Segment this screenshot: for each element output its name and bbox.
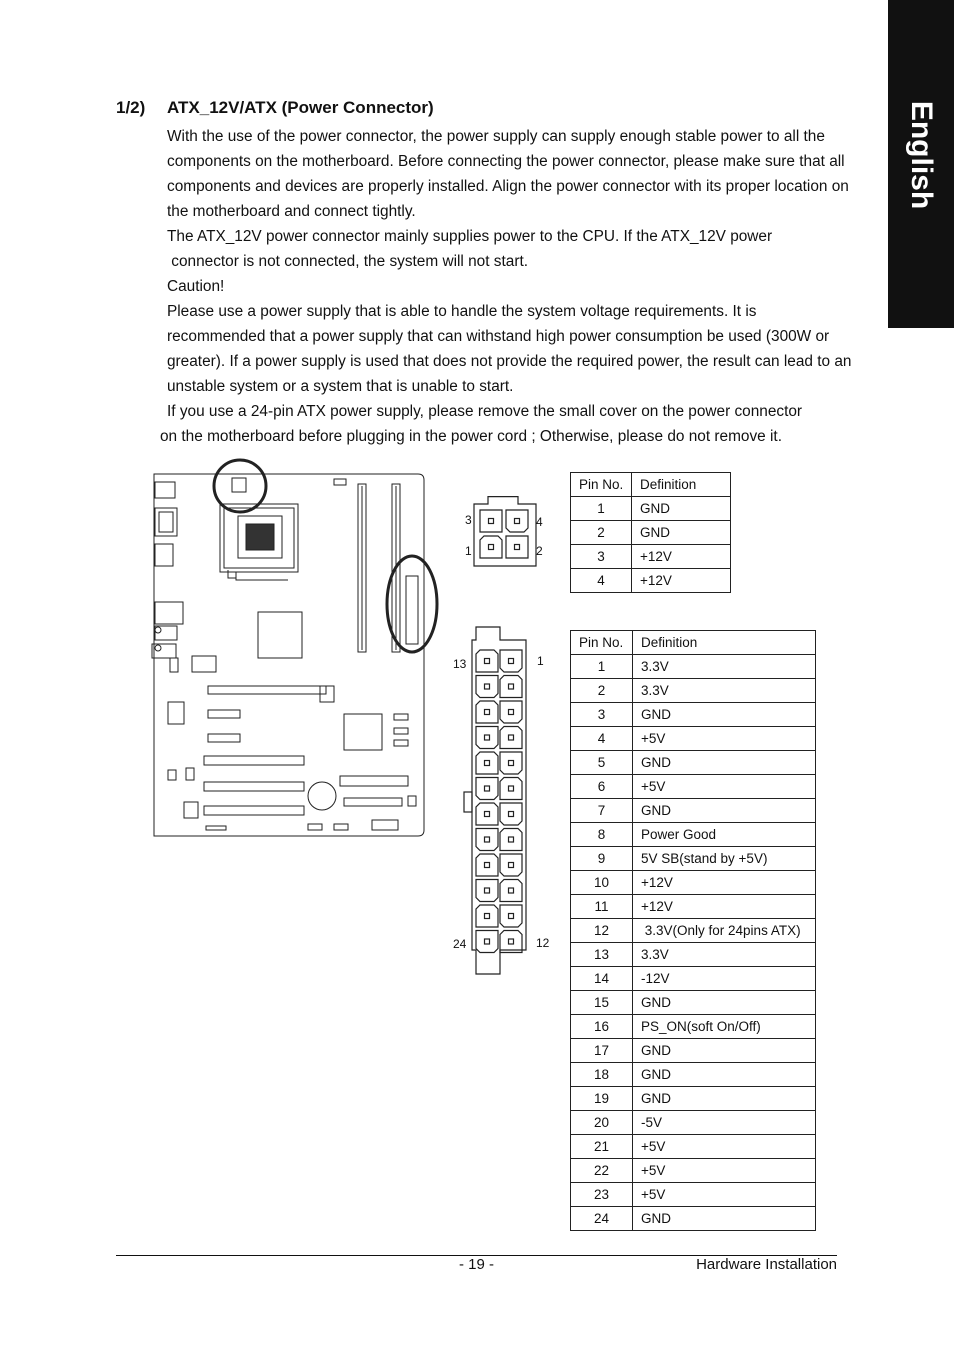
pin-definition-cell: +12V	[633, 871, 816, 895]
connector-pin	[500, 701, 522, 723]
table-row	[571, 727, 816, 751]
pin-number-cell: 16	[571, 1015, 633, 1039]
atx12v-label-3: 3	[465, 513, 472, 527]
atx12v-label-1: 1	[465, 544, 472, 558]
connector-pin	[500, 752, 522, 774]
text-line: unstable system or a system that is unable to start.	[167, 378, 514, 395]
table-row	[571, 895, 816, 919]
table-header-cell: Pin No.	[571, 473, 632, 497]
connector-pin-contact	[485, 812, 490, 817]
pin-definition-cell: +5V	[633, 727, 816, 751]
table-header-row	[571, 473, 731, 497]
pin-number-cell: 11	[571, 895, 633, 919]
text-line: With the use of the power connector, the power supply can supply enough stable power to all the	[167, 128, 825, 145]
pin-number-cell: 22	[571, 1159, 633, 1183]
pin-definition-cell: GND	[633, 1063, 816, 1087]
table-row	[571, 1111, 816, 1135]
motherboard-diagram	[148, 452, 448, 842]
connector-pin	[500, 905, 522, 927]
pin-number-cell: 9	[571, 847, 633, 871]
text-line: The ATX_12V power connector mainly supplies power to the CPU. If the ATX_12V power	[167, 228, 773, 245]
pin-definition-cell: GND	[633, 1039, 816, 1063]
connector-pin-contact	[485, 837, 490, 842]
connector-pin	[500, 854, 522, 876]
pin-definition-cell: +5V	[633, 1183, 816, 1207]
text-line: recommended that a power supply that can withstand high power consumption be used (300W or	[167, 328, 830, 345]
connector-pin	[500, 778, 522, 800]
connector-pin-contact	[485, 710, 490, 715]
pin-definition-cell: +12V	[632, 545, 731, 569]
text-line: Please use a power supply that is able to handle the system voltage requirements. It is	[167, 303, 757, 320]
connector-pin-contact	[485, 735, 490, 740]
table-header-cell: Definition	[633, 631, 816, 655]
table-row	[571, 679, 816, 703]
pin-definition-cell: +5V	[633, 1159, 816, 1183]
table-row	[571, 703, 816, 727]
connector-pin-contact	[509, 888, 514, 893]
pin-definition-cell: 3.3V	[633, 655, 816, 679]
text-line: components on the motherboard. Before connecting the power connector, please make sure that all	[167, 153, 845, 170]
connector-pin	[500, 803, 522, 825]
connector-pin-contact	[485, 684, 490, 689]
text-line: on the motherboard before plugging in the power cord ; Otherwise, please do not remove it.	[160, 428, 782, 445]
connector-pin-contact	[509, 812, 514, 817]
connector-pin-contact	[509, 837, 514, 842]
language-tab	[888, 0, 954, 328]
table-row	[571, 497, 731, 521]
pin-number-cell: 15	[571, 991, 633, 1015]
pin-number-cell: 20	[571, 1111, 633, 1135]
connector-pin-contact	[485, 786, 490, 791]
connector-pin	[500, 650, 522, 672]
connector-pin	[476, 803, 498, 825]
connector-pin	[476, 854, 498, 876]
table-row	[571, 1039, 816, 1063]
pin-number-cell: 6	[571, 775, 633, 799]
connector-pin	[476, 905, 498, 927]
pin-definition-cell: 3.3V	[633, 943, 816, 967]
atx12v-connector-diagram	[472, 496, 538, 568]
pin-number-cell: 1	[571, 497, 632, 521]
connector-pin	[476, 727, 498, 749]
table-row	[571, 1207, 816, 1231]
pin-number-cell: 17	[571, 1039, 633, 1063]
pin-definition-cell: Power Good	[633, 823, 816, 847]
text-line: Caution!	[167, 278, 225, 295]
text-line: connector is not connected, the system will not start.	[167, 253, 528, 270]
table-row	[571, 545, 731, 569]
table-row	[571, 521, 731, 545]
connector-pin	[476, 650, 498, 672]
language-tab-label: English	[905, 100, 938, 210]
pin-definition-cell: +5V	[633, 1135, 816, 1159]
connector-pin-contact	[485, 939, 490, 944]
pin-definition-cell: +5V	[633, 775, 816, 799]
atx24-connector-diagram	[462, 626, 538, 978]
pin-definition-cell: 5V SB(stand by +5V)	[633, 847, 816, 871]
pin-number-cell: 5	[571, 751, 633, 775]
pin-number-cell: 3	[571, 703, 633, 727]
table-row	[571, 799, 816, 823]
connector-pin	[476, 701, 498, 723]
pin-number-cell: 14	[571, 967, 633, 991]
connector-pin-contact	[509, 786, 514, 791]
atx24-pin-table	[570, 630, 816, 1231]
connector-pin	[476, 931, 498, 953]
pin-definition-cell: -12V	[633, 967, 816, 991]
pin-definition-cell: 3.3V	[633, 679, 816, 703]
table-row	[571, 1183, 816, 1207]
connector-pin-contact	[509, 761, 514, 766]
pin-number-cell: 18	[571, 1063, 633, 1087]
page-number: - 19 -	[459, 1256, 495, 1273]
pin-definition-cell: GND	[632, 521, 731, 545]
table-row	[571, 823, 816, 847]
connector-pin	[476, 829, 498, 851]
pin-definition-cell: GND	[633, 703, 816, 727]
table-row	[571, 967, 816, 991]
pin-definition-cell: GND	[633, 991, 816, 1015]
text-line: components and devices are properly installed. Align the power connector with its proper location on	[167, 178, 849, 195]
footer-section: Hardware Installation	[696, 1256, 837, 1273]
connector-pin-contact	[509, 710, 514, 715]
body-text	[160, 124, 852, 449]
pin-number-cell: 10	[571, 871, 633, 895]
pin-number-cell: 1	[571, 655, 633, 679]
atx12v-label-2: 2	[536, 544, 543, 558]
section-title: ATX_12V/ATX (Power Connector)	[167, 98, 434, 117]
text-line: If you use a 24-pin ATX power supply, please remove the small cover on the power connector	[167, 403, 803, 420]
table-row	[571, 569, 731, 593]
pin-definition-cell: GND	[633, 751, 816, 775]
connector-pin	[500, 931, 522, 953]
pin-definition-cell: 3.3V(Only for 24pins ATX)	[633, 919, 816, 943]
table-row	[571, 1015, 816, 1039]
pin-definition-cell: GND	[633, 1207, 816, 1231]
atx12v-pin-table	[570, 472, 731, 593]
pin-number-cell: 12	[571, 919, 633, 943]
table-row	[571, 1135, 816, 1159]
table-row	[571, 847, 816, 871]
table-row	[571, 655, 816, 679]
pin-definition-cell: -5V	[633, 1111, 816, 1135]
pin-definition-cell: +12V	[633, 895, 816, 919]
section-number: 1/2)	[116, 98, 146, 117]
atx24-label-24: 24	[453, 937, 467, 951]
pin-number-cell: 2	[571, 521, 632, 545]
table-row	[571, 751, 816, 775]
pin-number-cell: 8	[571, 823, 633, 847]
connector-pin	[476, 880, 498, 902]
table-header-row	[571, 631, 816, 655]
pin-number-cell: 19	[571, 1087, 633, 1111]
table-row	[571, 991, 816, 1015]
connector-pin	[476, 778, 498, 800]
connector-pin	[476, 676, 498, 698]
connector-pin	[500, 829, 522, 851]
pin-number-cell: 23	[571, 1183, 633, 1207]
table-row	[571, 919, 816, 943]
connector-pin	[500, 676, 522, 698]
pin-definition-cell: PS_ON(soft On/Off)	[633, 1015, 816, 1039]
pin-definition-cell: GND	[633, 799, 816, 823]
table-row	[571, 775, 816, 799]
pin-definition-cell: GND	[632, 497, 731, 521]
pin-number-cell: 3	[571, 545, 632, 569]
table-row	[571, 943, 816, 967]
connector-pin-contact	[485, 888, 490, 893]
atx24-label-12: 12	[536, 936, 550, 950]
text-line: the motherboard and connect tightly.	[167, 203, 416, 220]
pin-number-cell: 24	[571, 1207, 633, 1231]
connector-pin-contact	[509, 939, 514, 944]
connector-pin	[476, 752, 498, 774]
connector-pin-contact	[509, 684, 514, 689]
table-row	[571, 1063, 816, 1087]
atx24-label-13: 13	[453, 657, 467, 671]
table-row	[571, 1087, 816, 1111]
table-header-cell: Definition	[632, 473, 731, 497]
connector-pin-contact	[485, 761, 490, 766]
connector-pin	[500, 727, 522, 749]
connector-pin-contact	[509, 659, 514, 664]
pin-number-cell: 4	[571, 569, 632, 593]
text-line: greater). If a power supply is used that does not provide the required power, the result can lead to an	[167, 353, 852, 370]
atx12v-label-4: 4	[536, 515, 543, 529]
pin-number-cell: 4	[571, 727, 633, 751]
connector-pin-contact	[509, 914, 514, 919]
connector-pin-contact	[509, 735, 514, 740]
pin-definition-cell: +12V	[632, 569, 731, 593]
pin-definition-cell: GND	[633, 1087, 816, 1111]
connector-pin	[500, 880, 522, 902]
connector-pin-contact	[485, 914, 490, 919]
atx24-label-1: 1	[537, 654, 544, 668]
connector-pin-contact	[485, 659, 490, 664]
table-row	[571, 871, 816, 895]
table-row	[571, 1159, 816, 1183]
table-header-cell: Pin No.	[571, 631, 633, 655]
pin-number-cell: 7	[571, 799, 633, 823]
pin-number-cell: 21	[571, 1135, 633, 1159]
connector-pin-contact	[485, 863, 490, 868]
connector-pin-contact	[509, 863, 514, 868]
pin-number-cell: 2	[571, 679, 633, 703]
pin-number-cell: 13	[571, 943, 633, 967]
